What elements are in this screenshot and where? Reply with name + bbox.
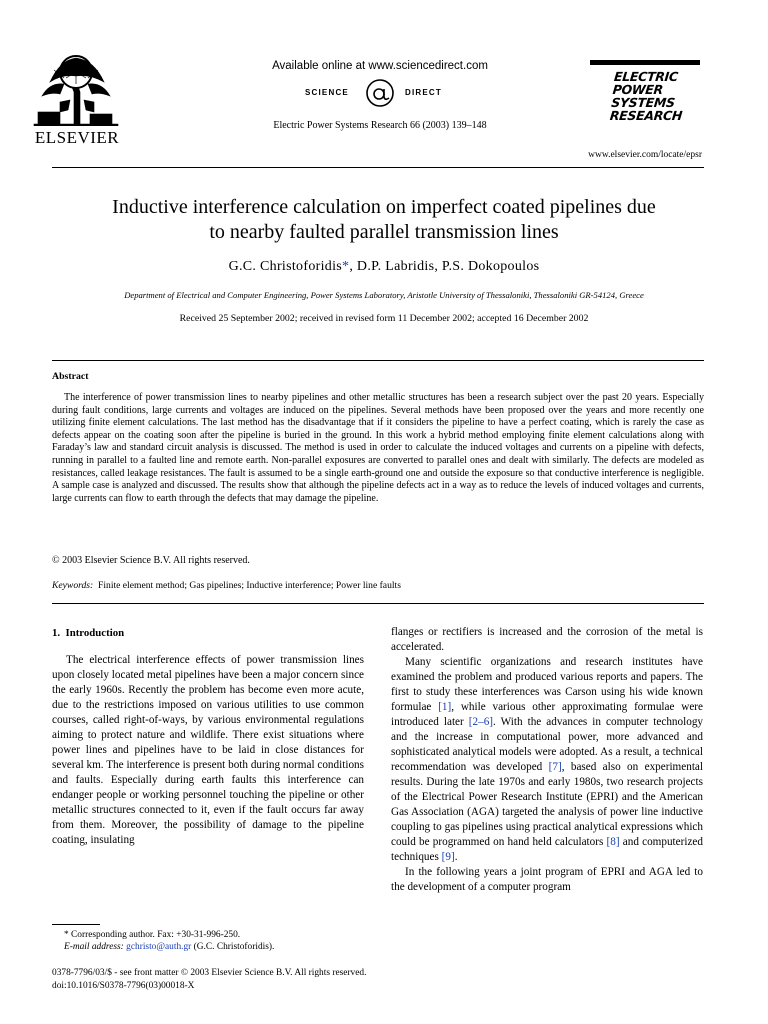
abstract-heading: Abstract (52, 371, 89, 382)
journal-url[interactable]: www.elsevier.com/locate/epsr (588, 150, 702, 160)
page-header (0, 0, 768, 170)
ref-link-8[interactable]: [8] (606, 836, 620, 848)
article-title: Inductive interference calculation on imperfect coated pipelines due to nearby faulted parallel transmission lines (112, 196, 656, 243)
epsr-logo-bar (590, 60, 700, 65)
front-matter-line: 0378-7796/03/$ - see front matter © 2003 Elsevier Science B.V. All rights reserved. (52, 968, 367, 978)
received-dates: Received 25 September 2002; received in revised form 11 December 2002; accepted 16 December 2002 (179, 313, 589, 324)
elsevier-logo (22, 52, 132, 148)
footnote (64, 929, 274, 953)
right-column (391, 625, 703, 895)
intro-paragraph-2: Many scientific organizations and research institutes have examined the problem and produced various reports and papers. The first to study these interferences was Carson using his wide known formulae [1], while various other approximating formulae were introduced later [2–6]. With the advances in computer technology and the increase in computational power, more advanced and sophisticated analytical models were adopted. As a result, a technical recommendation was developed [7], based also on experimental results. During the late 1970s and early 1980s, two research projects of the Electrical Power Research Institute (EPRI) and the American Gas Association (AGA) targeted the analysis of power line inductive coupling to gas pipelines using practical analytical expressions which could be programmed on hand held calculators [8] and computerized techniques [9]. (391, 656, 704, 863)
epsr-journal-logo (590, 60, 700, 136)
author-christoforidis: G.C. Christoforidis (228, 259, 343, 274)
available-online-text[interactable]: Available online at www.sciencedirect.com (272, 60, 488, 72)
sd-science-word: SCIENCE (305, 88, 349, 97)
sciencedirect-block (170, 60, 590, 131)
ref-link-2-6[interactable]: [2–6] (468, 716, 494, 728)
affiliation: Department of Electrical and Computer Engineering, Power Systems Laboratory, Aristotle University of Thessaloniki, Thessaloniki GR-54124, Greece (124, 290, 644, 300)
abstract-top-rule (52, 360, 704, 361)
ref-link-9[interactable]: [9] (441, 851, 455, 863)
doi-line: doi:10.1016/S0378-7796(03)00018-X (52, 980, 195, 991)
email-line: E-mail address: gchristo@auth.gr (G.C. Christoforidis). (64, 942, 275, 952)
elsevier-tree-icon (30, 52, 122, 126)
bottom-matter (52, 967, 366, 992)
footnote-rule (52, 924, 100, 925)
keywords-list: Finite element method; Gas pipelines; Inductive interference; Power line faults (98, 580, 401, 591)
author-list (40, 259, 728, 275)
at-sign-icon (365, 78, 395, 108)
keywords-label: Keywords: (52, 580, 94, 591)
intro-paragraph-1-cont: flanges or rectifiers is increased and the corrosion of the metal is accelerated. (391, 626, 703, 653)
journal-citation: Electric Power Systems Research 66 (2003) 139–148 (273, 120, 487, 131)
elsevier-wordmark: ELSEVIER (34, 128, 120, 147)
left-column (52, 626, 364, 848)
ref-link-1[interactable]: [1] (438, 701, 452, 713)
ref-link-7[interactable]: [7] (548, 761, 562, 773)
header-rule (52, 167, 704, 168)
abstract-bottom-rule (52, 603, 704, 604)
corresponding-author-link[interactable]: * (342, 259, 350, 274)
keywords (52, 580, 704, 591)
intro-paragraph-1: The electrical interference effects of power transmission lines upon closely located metal pipelines have been a major concern since the early 1960s. Recently the problem has become even more acute, due to the restrictions imposed on various utilities to use common courses, called right-of-ways, by various environmental regulations aiming to protect nature and wildlife. There exist situations where power lines and pipelines have to be laid in close distances for several km. The interference is present both during normal conditions and faults. Especially during earth faults this interference can endanger people or working personnel touching the pipeline or other metallic structures connected to it, even if the fault occurs far away from them. Moreover, the possibility of damage to the pipeline coating, insulating (52, 654, 364, 846)
section-heading-introduction: 1. Introduction (52, 627, 125, 639)
email-link[interactable]: gchristo@auth.gr (126, 942, 192, 952)
intro-paragraph-3: In the following years a joint program of EPRI and AGA led to the development of a computer program (391, 866, 703, 893)
epsr-logo-text: ELECTRIC POWER SYSTEMS RESEARCH (609, 69, 683, 123)
sciencedirect-logo (170, 78, 590, 106)
abstract-copyright: © 2003 Elsevier Science B.V. All rights reserved. (52, 555, 250, 566)
author-others: , D.P. Labridis, P.S. Dokopoulos (349, 259, 540, 274)
corresponding-author-note: * Corresponding author. Fax: +30-31-996-250. (64, 930, 241, 940)
abstract-body: The interference of power transmission lines to nearby pipelines and other metallic structures has been a research subject over the past 20 years. Especially during fault conditions, large currents and voltages are induced on the pipelines. Several methods have been proposed over the years and more recently one utilizing finite element calculations. The last method has the disadvantage that if it considers the pipeline to have a perfect coating, which is rarely the case as defects appear on the coating soon after the pipeline is buried in the ground. In this work a hybrid method employing finite element calculations along with Faraday’s law and standard circuit analysis is discussed. The method is used in order to calculate the induced voltages and currents on a pipeline with defects, running in parallel to a faulted line and remote earth. Non-parallel exposures are converted to parallel ones and dealt with similarly. The defects are modeled as resistances, called leakage resistances. The fault is assumed to be a single earth-ground one and outside the exposure so that conductive interference is negligible. A sample case is analyzed and discussed. The results show that although the pipeline defects act in a way as to reduce the levels of induced voltages and currents, large currents can flow to earth through the defects that may damage the pipeline. (52, 392, 704, 504)
sd-direct-word: DIRECT (405, 88, 442, 97)
